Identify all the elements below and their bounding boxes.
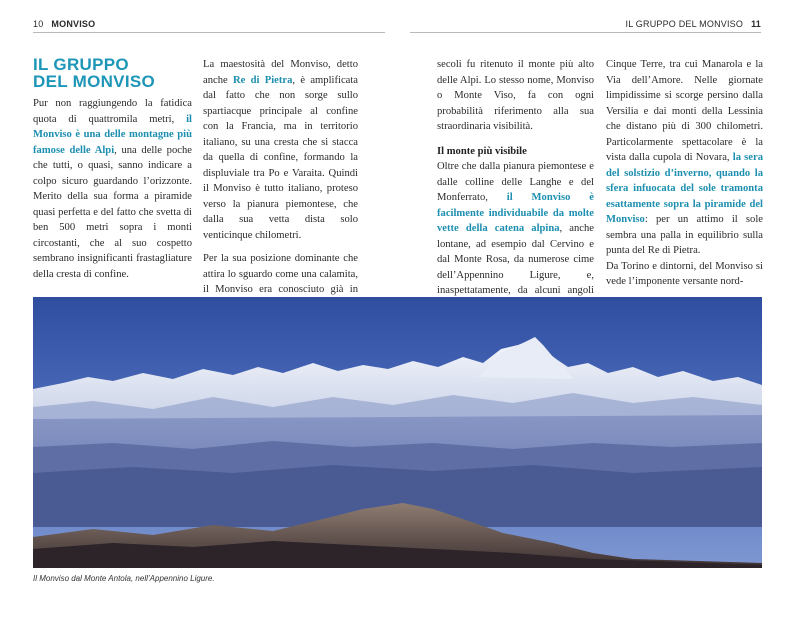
section-subheading: Il monte più visibile — [437, 145, 527, 157]
paragraph: La maestosità del Monviso, detto anche Re di Pietra, è amplificata dal fatto che non sorge sullo spartiacque principale al confine con la Francia, ma in territorio italiano, su una cresta che si stacca da quella di confine, formando la displuviale tra Po e Varaita. Quindi il Monviso è tutto italiano, proteso verso la pianura piemontese, che dalla sua vetta dista solo venticinque chilometri. — [203, 59, 358, 241]
text-column-3 — [437, 57, 594, 314]
paragraph: secoli fu ritenuto il monte più alto delle Alpi. Lo stesso nome, Monviso o Monte Viso, fa con ogni probabilità riferimento alla sua straordinaria visibilità. — [437, 59, 594, 132]
right-page-number: 11 — [751, 19, 761, 29]
paragraph: Pur non raggiungendo la fatidica quota di quattromila metri, il Monviso è una delle montagne più famose delle Alpi, una delle poche che tutti, o quasi, sanno indicare a colpo sicuro guardando l’orizzonte. Merito della sua forma a piramide quasi perfetta e del fatto che svetta di ben 500 metri sopra i monti circostanti, che al suo cospetto sembrano insignificanti frastagliature della cresta di confine. — [33, 98, 192, 280]
landscape-photo — [33, 297, 762, 568]
photo-caption: Il Monviso dal Monte Antola, nell’Appennino Ligure. — [33, 574, 215, 583]
chapter-title-line-2: DEL MONVISO — [33, 72, 156, 91]
paragraph: Cinque Terre, tra cui Manarola e la Via dell’Amore. Nelle giornate limpidissime si scorge persino dalla Versilia e dai monti della Lessinia che distano più di 300 chilometri. Particolarmente spettacolare è la vista dalla cupola di Novara, la sera del solstizio d’inverno, quando la sfera infuocata del sole tramonta esattamente sopra la piramide del Monviso: per un attimo il sole sembra una palla in equilibrio sulla punta del Re di Pietra. — [606, 59, 764, 256]
text-column-1 — [33, 96, 192, 282]
right-header-rule — [410, 32, 761, 33]
highlight-text: la sera del solstizio d’inverno, quando la sfera infuocata del sole tramonta esattamente sopra la piramide del Monviso — [606, 152, 764, 225]
chapter-title — [33, 56, 198, 90]
left-page-number: 10 — [33, 19, 44, 29]
left-page-header — [33, 19, 95, 29]
paragraph: Per la sua posizione dominante che attira lo sguardo come una calamita, il Monviso era conosciuto già in — [203, 253, 358, 295]
right-page-header — [626, 19, 761, 29]
text-column-4 — [606, 57, 763, 290]
paragraph: Da Torino e dintorni, del Monviso si vede l’imponente versante nord- — [606, 260, 763, 287]
highlight-text: Re di Pietra — [233, 74, 293, 86]
highlight-text: il Monviso è una delle montagne più famose delle Alpi — [33, 113, 192, 156]
chapter-title-line-1: IL GRUPPO — [33, 55, 129, 74]
monviso-mountain-illustration — [33, 297, 762, 568]
right-running-title: IL GRUPPO DEL MONVISO — [625, 19, 744, 29]
highlight-text: il Monviso è facilmente individuabile da molte vette della catena alpina — [437, 192, 594, 234]
paragraph: Oltre che dalla pianura piemontese e dalle colline delle Langhe e del Monferrato, il Monviso è facilmente individuabile da molte vette della catena alpina, anche lontane, ad esempio dal Cervino e dal Monte Rosa, da numerose cime dell’Appennino Ligure, e, inaspettatamente, da alcuni angoli — [437, 161, 594, 296]
left-header-rule — [33, 32, 385, 33]
text-column-2 — [203, 57, 358, 313]
left-running-title: MONVISO — [51, 19, 96, 29]
